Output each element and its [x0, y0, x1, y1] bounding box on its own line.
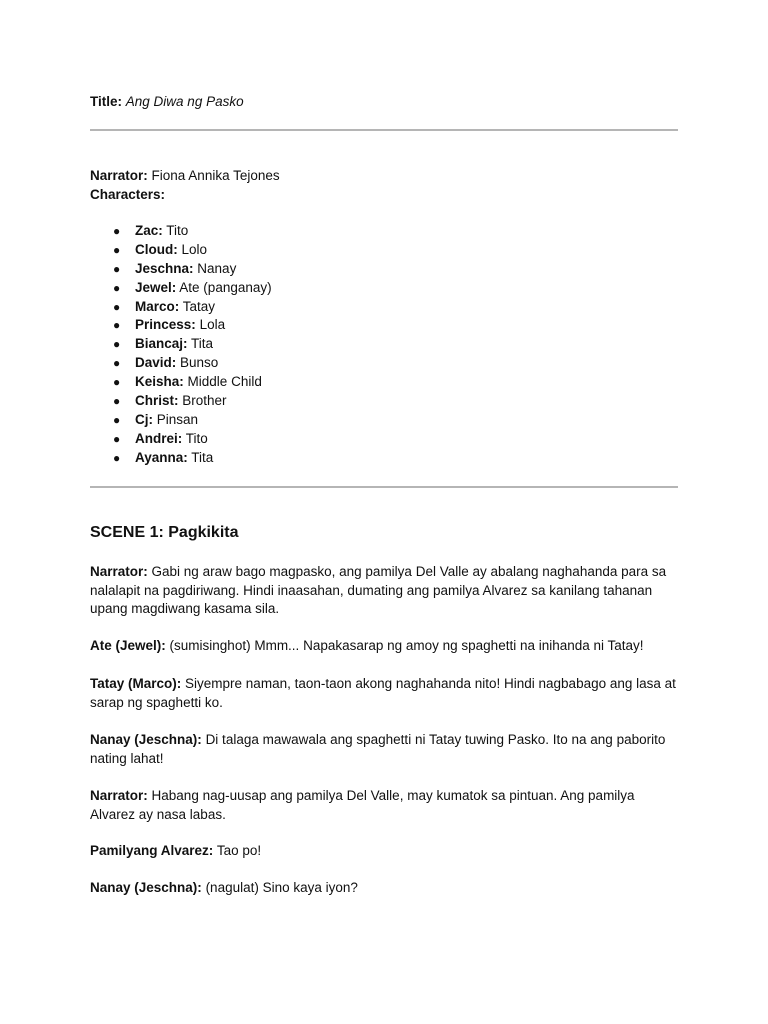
- list-item: [90, 354, 272, 373]
- character-name: Zac:: [135, 223, 163, 238]
- character-name: Christ:: [135, 393, 179, 409]
- character-name: Cj:: [135, 411, 153, 427]
- bullet-icon: ●: [113, 394, 121, 409]
- horizontal-rule: [90, 129, 678, 131]
- dialogue-text: Di talaga mawawala ang spaghetti ni Tatay tuwing Pasko. Ito na ang paborito nating lahat!: [90, 732, 666, 766]
- character-role: Lola: [199, 317, 226, 333]
- character-role: Middle Child: [187, 374, 262, 390]
- list-item: [90, 298, 272, 317]
- bullet-icon: ●: [113, 261, 121, 276]
- speaker-label: Nanay (Jeschna):: [90, 880, 202, 895]
- dialogue-paragraph: [90, 563, 678, 619]
- list-item: [90, 260, 272, 279]
- title-label: Title:: [90, 94, 123, 109]
- character-role: Tatay: [182, 298, 216, 314]
- character-role: Pinsan: [156, 411, 199, 427]
- dialogue-text: (nagulat) Sino kaya iyon?: [205, 880, 358, 895]
- speaker-label: Nanay (Jeschna):: [90, 732, 202, 747]
- bullet-icon: ●: [113, 356, 121, 371]
- horizontal-rule: [90, 486, 678, 488]
- list-item: [90, 316, 272, 335]
- character-role: Ate (panganay): [179, 279, 272, 295]
- character-role: Tito: [166, 223, 189, 238]
- character-role: Tito: [185, 430, 208, 446]
- bullet-icon: ●: [113, 431, 121, 446]
- dialogue-paragraph: [90, 675, 678, 712]
- cast-header: [90, 167, 280, 204]
- list-item: [90, 449, 272, 468]
- bullet-icon: ●: [113, 412, 121, 427]
- dialogue-paragraph: [90, 637, 678, 656]
- character-name: Princess:: [135, 317, 196, 333]
- character-role: Bunso: [180, 355, 219, 371]
- speaker-label: Narrator:: [90, 564, 148, 579]
- list-item: [90, 430, 272, 449]
- speaker-label: Narrator:: [90, 788, 148, 803]
- dialogue-text: Tao po!: [216, 843, 262, 858]
- list-item: [90, 392, 272, 411]
- dialogue-paragraph: [90, 787, 678, 824]
- character-role: Nanay: [197, 260, 237, 276]
- character-name: Cloud:: [135, 241, 178, 257]
- list-item: [90, 222, 272, 241]
- dialogue-text: Habang nag-uusap ang pamilya Del Valle, may kumatok sa pintuan. Ang pamilya Alvarez ay nasa labas.: [90, 788, 635, 822]
- speaker-label: Pamilyang Alvarez:: [90, 843, 214, 858]
- bullet-icon: ●: [113, 450, 121, 465]
- bullet-icon: ●: [113, 337, 121, 352]
- character-name: Jeschna:: [135, 260, 194, 276]
- narrator-name: Fiona Annika Tejones: [151, 168, 280, 183]
- play-title: Ang Diwa ng Pasko: [125, 94, 244, 109]
- list-item: [90, 241, 272, 260]
- character-name: Keisha:: [135, 374, 184, 390]
- dialogue-paragraph: [90, 842, 678, 861]
- character-role: Tita: [191, 336, 214, 352]
- characters-heading: Characters:: [90, 186, 166, 202]
- character-name: David:: [135, 355, 177, 371]
- character-name: Ayanna:: [135, 449, 188, 465]
- bullet-icon: ●: [113, 242, 121, 257]
- bullet-icon: ●: [113, 375, 121, 390]
- speaker-label: Tatay (Marco):: [90, 676, 182, 691]
- scene-heading: SCENE 1: Pagkikita: [90, 524, 239, 541]
- dialogue-paragraph: [90, 731, 678, 768]
- dialogue-text: Siyempre naman, taon-taon akong naghahanda nito! Hindi nagbabago ang lasa at sarap ng spaghetti ko.: [90, 676, 676, 710]
- title-line: [90, 93, 244, 111]
- narrator-line: [90, 167, 280, 186]
- character-name: Jewel:: [135, 279, 177, 295]
- speaker-label: Ate (Jewel):: [90, 638, 166, 653]
- dialogue-text: (sumisinghot) Mmm... Napakasarap ng amoy ng spaghetti na inihanda ni Tatay!: [169, 638, 644, 653]
- character-role: Lolo: [181, 241, 208, 257]
- bullet-icon: ●: [113, 318, 121, 333]
- bullet-icon: ●: [113, 299, 121, 314]
- narrator-label: Narrator:: [90, 168, 148, 183]
- list-item: [90, 411, 272, 430]
- character-name: Marco:: [135, 298, 180, 314]
- character-name: Biancaj:: [135, 336, 188, 352]
- character-name: Andrei:: [135, 430, 183, 446]
- character-list: [90, 222, 272, 468]
- bullet-icon: ●: [113, 280, 121, 295]
- list-item: [90, 373, 272, 392]
- bullet-icon: ●: [113, 224, 121, 238]
- list-item: [90, 279, 272, 298]
- dialogue-paragraph: [90, 879, 678, 898]
- dialogue-text: Gabi ng araw bago magpasko, ang pamilya Del Valle ay abalang naghahanda para sa nalalapit na pagdiriwang. Hindi inaasahan, dumating ang pamilya Alvarez sa kanilang tahanan upang magdiwang kasama sila.: [90, 564, 667, 616]
- character-role: Brother: [182, 393, 227, 409]
- list-item: [90, 335, 272, 354]
- character-role: Tita: [191, 449, 214, 465]
